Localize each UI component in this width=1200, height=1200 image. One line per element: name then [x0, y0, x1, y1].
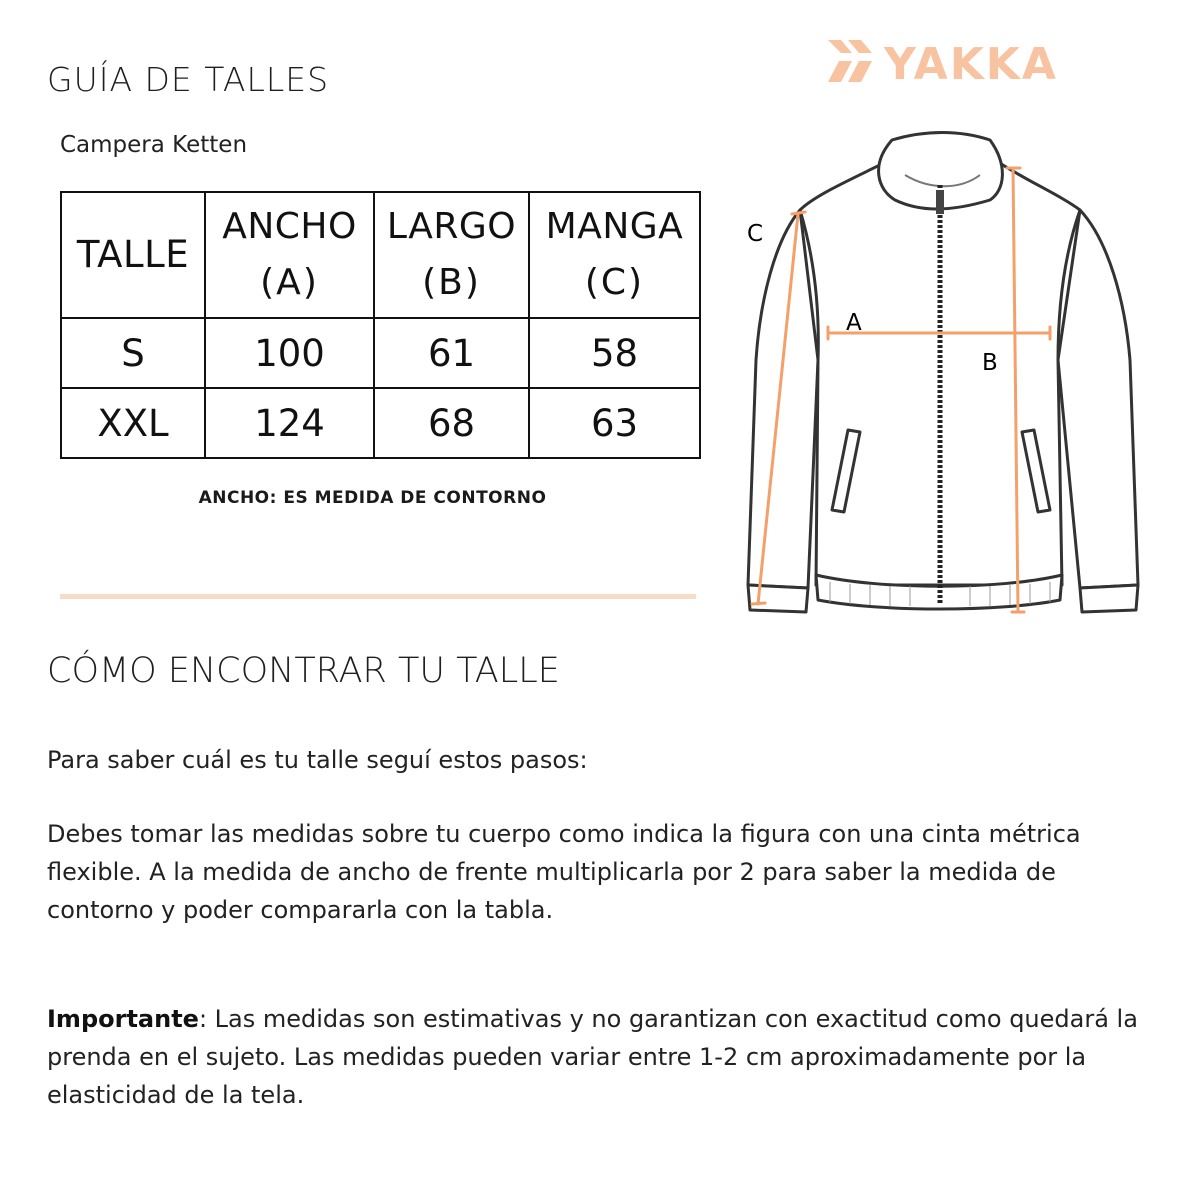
- important-note: [47, 1000, 1157, 1114]
- size-table: [60, 191, 701, 459]
- table-row: [61, 388, 700, 458]
- section-divider: [60, 594, 696, 599]
- cell-largo: 68: [374, 388, 529, 458]
- how-to-title: CÓMO ENCONTRAR TU TALLE: [47, 651, 560, 691]
- logo-wordmark: YAKKA: [884, 39, 1058, 84]
- cell-size: XXL: [61, 388, 205, 458]
- important-label: Importante: [47, 1005, 199, 1033]
- header-manga: MANGA (C): [529, 192, 700, 318]
- header-ancho: ANCHO (A): [205, 192, 374, 318]
- width-note: ANCHO: ES MEDIDA DE CONTORNO: [198, 488, 547, 508]
- label-c: C: [747, 221, 764, 247]
- cell-size: S: [61, 318, 205, 388]
- cell-largo: 61: [374, 318, 529, 388]
- table-header-row: [61, 192, 700, 318]
- header-largo: LARGO (B): [374, 192, 529, 318]
- important-text: : Las medidas son estimativas y no garantizan con exactitud como quedará la prenda en el sujeto. Las medidas pueden variar entre 1-2 cm aproximadamente por la elasticidad de la tela.: [47, 1005, 1138, 1109]
- how-to-steps: Debes tomar las medidas sobre tu cuerpo como indica la figura con una cinta métrica flexible. A la medida de ancho de frente multiplicarla por 2 para saber la medida de contorno y poder compararla con la tabla.: [47, 820, 1081, 924]
- header-talle: TALLE: [61, 192, 205, 318]
- label-a: A: [846, 310, 862, 336]
- cell-manga: 58: [529, 318, 700, 388]
- label-b: B: [982, 350, 998, 376]
- page-title: GUÍA DE TALLES: [47, 60, 330, 99]
- jacket-diagram: [740, 130, 1145, 620]
- cell-ancho: 124: [205, 388, 374, 458]
- table-row: [61, 318, 700, 388]
- cell-manga: 63: [529, 388, 700, 458]
- brand-logo: [828, 38, 1123, 84]
- product-name: Campera Ketten: [60, 132, 248, 158]
- how-to-intro: Para saber cuál es tu talle seguí estos pasos:: [47, 746, 588, 774]
- cell-ancho: 100: [205, 318, 374, 388]
